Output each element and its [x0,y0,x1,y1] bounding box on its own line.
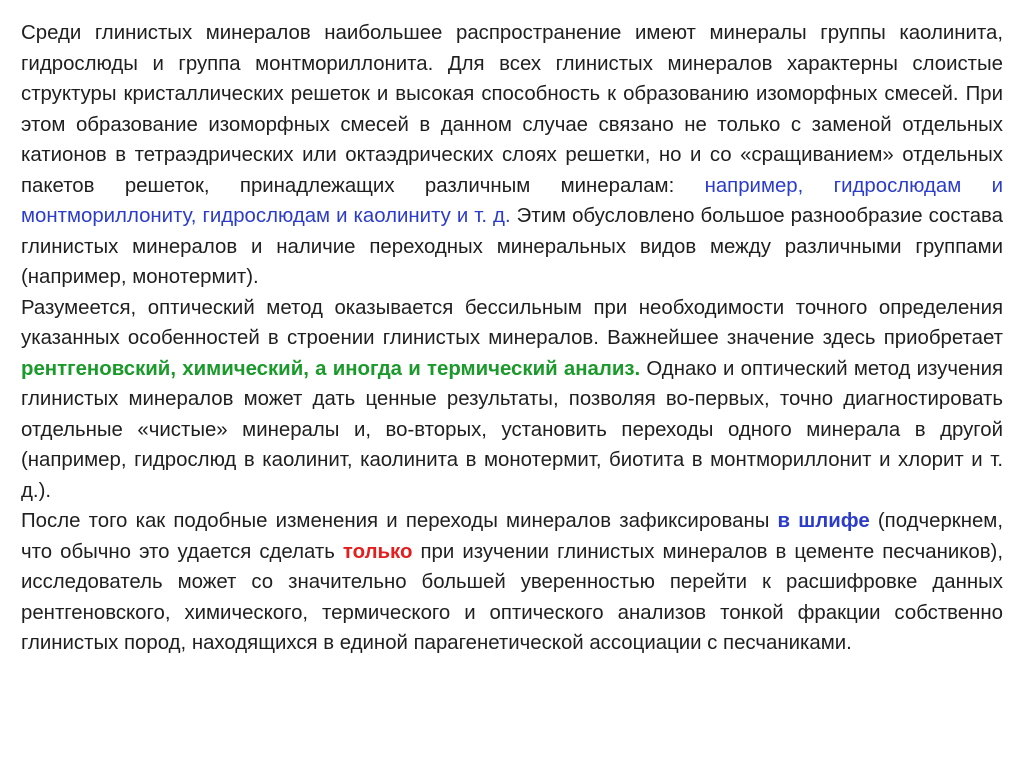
paragraph-thin-section [21,506,1003,659]
paragraph-2-text-end: Однако и оптический метод изучения глинистых минералов может дать ценные результаты, позволяя во-первых, точно диагностировать отдельные «чистые» минералы и, во-вторых, установить переходы одного минерала в другой (например, гидрослюд в каолинит, каолинита в монотермит, биотита в монтмориллонит и хлорит и т. д.). [21,357,1003,502]
paragraph-clay-minerals [21,18,1003,293]
paragraph-3-text-start: После того как подобные изменения и переходы минералов зафиксированы [21,510,778,532]
paragraph-1-text-end: Этим обусловлено большое разнообразие состава глинистых минералов и наличие переходных минеральных видов между различными группами (например, монотермит). [21,205,1003,288]
highlight-thin-section: в шлифе [777,510,870,532]
highlight-only: только [342,540,413,563]
highlight-examples: например, гидрослюдам и монтмориллониту, гидрослюдам и каолиниту и т. д. [21,174,1003,227]
paragraph-1-text-start: Среди глинистых минералов наибольшее распространение имеют минералы группы каолинита, гидрослюды и группа монтмориллонита. Для всех глинистых минералов характерны слоистые структуры кристаллических решеток и высокая способность к образованию изоморфных смесей. При этом образование изоморфных смесей в данном случае связано не только с заменой отдельных катионов в тетраэдрических или октаэдрических слоях решетки, но и со «сращиванием» отдельных пакетов решеток, принадлежащих различным минералам: [21,22,1003,197]
highlight-analysis-methods: рентгеновский, химический, а иногда и термический анализ. [21,357,641,380]
paragraph-2-text-start: Разумеется, оптический метод оказывается бессильным при необходимости точного определения указанных особенностей в строении глинистых минералов. Важнейшее значение здесь приобретает [21,296,1003,349]
paragraph-optical-method [21,293,1003,507]
paragraph-3-text-end: при изучении глинистых минералов в цементе песчаников), исследователь может со значительно большей уверенностью перейти к расшифровке данных рентгеновского, химического, термического и оптического анализов тонкой фракции собственно глинистых пород, находящихся в единой парагенетической ассоциации с песчаниками. [21,540,1004,654]
paragraph-3-text-middle: (подчеркнем, что обычно это удается сделать [21,510,1003,563]
